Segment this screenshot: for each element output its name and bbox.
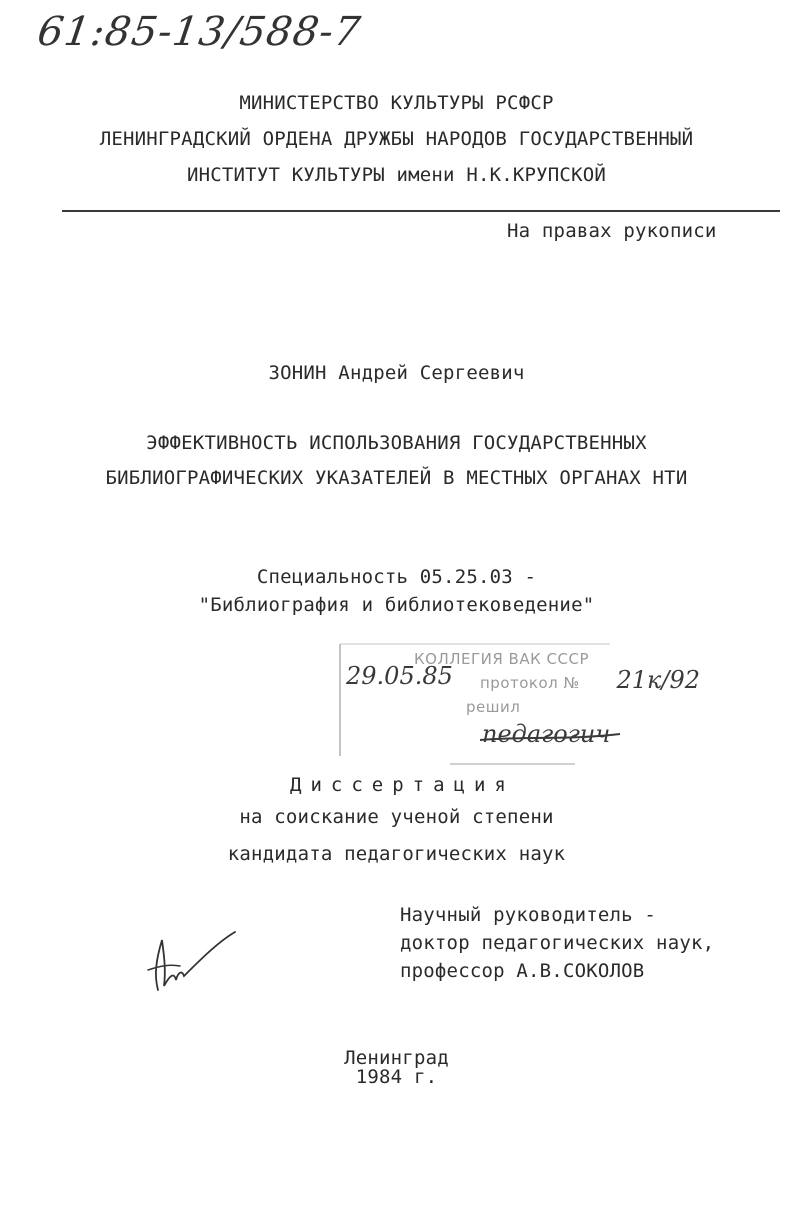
stamp-handwritten-date: 29.05.85 — [346, 662, 453, 690]
handwritten-catalog-number: 61:85-13/588-7 — [34, 9, 364, 55]
stamp-handwritten-number: 21к/92 — [616, 666, 700, 694]
specialty-line-2: "Библиография и библиотековедение" — [198, 594, 595, 616]
title-line-2: БИБЛИОГРАФИЧЕСКИХ УКАЗАТЕЛЕЙ В МЕСТНЫХ ОРГАНАХ НТИ — [105, 467, 688, 489]
header-divider — [62, 210, 780, 212]
supervisor-line-2: доктор педагогических наук, — [400, 932, 715, 954]
purpose-line-2: кандидата педагогических наук — [227, 843, 566, 865]
supervisor-line-3: профессор А.В.СОКОЛОВ — [400, 960, 645, 982]
stamp-board-text: КОЛЛЕГИЯ ВАК СССР — [414, 650, 589, 668]
stamp-protocol-text: протокол № — [480, 674, 580, 692]
institute-name-line-2: ИНСТИТУТ КУЛЬТУРЫ имени Н.К.КРУПСКОЙ — [186, 164, 606, 186]
ministry-name: МИНИСТЕРСТВО КУЛЬТУРЫ РСФСР — [239, 92, 554, 114]
institute-name-line-1: ЛЕНИНГРАДСКИЙ ОРДЕНА ДРУЖБЫ НАРОДОВ ГОСУДАРСТВЕННЫЙ — [99, 128, 694, 150]
handwritten-signature — [140, 920, 250, 1000]
supervisor-line-1: Научный руководитель - — [400, 904, 657, 926]
stamp-decided-text: решил — [466, 698, 521, 716]
purpose-line-1: на соискание ученой степени — [239, 806, 554, 828]
specialty-line-1: Специальность 05.25.03 - — [256, 566, 537, 588]
year: 1984 г. — [355, 1066, 438, 1088]
dissertation-label: Диссертация — [290, 774, 515, 796]
city: Ленинград — [344, 1047, 449, 1069]
vak-stamp — [330, 636, 700, 770]
title-line-1: ЭФФЕКТИВНОСТЬ ИСПОЛЬЗОВАНИЯ ГОСУДАРСТВЕННЫХ — [146, 432, 647, 454]
author-name: ЗОНИН Андрей Сергеевич — [268, 362, 525, 384]
rights-note: На правах рукописи — [507, 220, 717, 242]
stamp-handwritten-degree: педагогич — [482, 720, 611, 748]
